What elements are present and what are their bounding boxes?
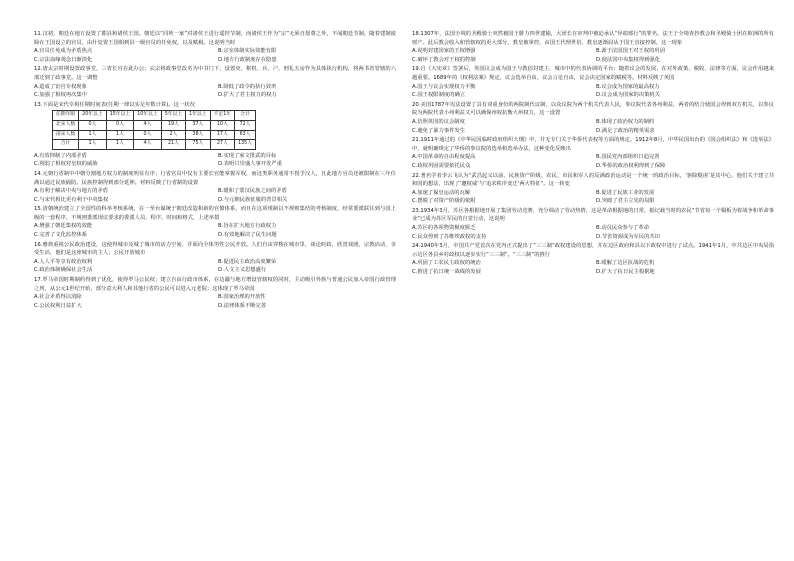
option-d: D.表明只崇盛人事开发严重 xyxy=(218,161,283,168)
option-d: D.扩大了君主权力的权力 xyxy=(218,92,277,99)
question-20 xyxy=(412,101,774,135)
option-a: A.官员任免成为矛盾焦点 xyxy=(34,48,93,55)
option-d: D.扩大了抗日民主根据地 xyxy=(596,269,655,276)
option-a: A.说明封建国家的王权增强 xyxy=(412,48,476,55)
table-cell: 4人 xyxy=(134,120,162,130)
table-cell: 0人 xyxy=(79,120,107,130)
table-row xyxy=(53,140,256,150)
option-b: B.缓解了边区抗战的危机 xyxy=(596,260,655,267)
table-cell: 北宋人数 xyxy=(53,120,79,130)
question-23 xyxy=(412,207,774,241)
option-c: C.公民权利日益扩大 xyxy=(34,302,82,309)
table-cell: 72人 xyxy=(235,120,256,130)
option-a: A.仿照英国的议会制度 xyxy=(412,118,465,125)
option-d: D.有效地解决了民生问题 xyxy=(218,232,277,239)
table-cell: 10人 xyxy=(210,120,234,130)
option-b: B.旨在扩大地方行政权力 xyxy=(218,223,277,230)
option-d: D.人文主义思想盛行 xyxy=(218,267,267,274)
table-cell: 1人 xyxy=(79,140,107,150)
option-a: A.造成了宦官专权现象 xyxy=(34,83,87,90)
option-d: D.议会成为国家的决策机关 xyxy=(596,92,661,99)
option-d: D.突破了君主立宪的局限 xyxy=(596,198,655,205)
option-a: A.社会矛盾得以消除 xyxy=(34,294,82,301)
option-d: D.法律体系不断完善 xyxy=(218,302,267,309)
option-d: D.满足了政治的精英需求 xyxy=(596,127,655,134)
table-cell: 19人 xyxy=(161,120,185,130)
option-b: B.实现了家文排武的目标 xyxy=(218,152,277,159)
question-19 xyxy=(412,65,774,99)
option-c: C.摆脱了对资产阶级的依附 xyxy=(412,198,476,205)
table-cell: 21人 xyxy=(161,140,185,150)
question-stem: 12.唐太宗时期设置政事堂，三省长官在此办公；玄宗将政事堂改名为中书门下，设置吏、枢机、兵、户、刑礼五房作为具体执行机构，将两书省管辖的六部迁到了政事堂。这一调整 xyxy=(34,66,396,81)
question-11 xyxy=(34,30,396,64)
table-cell: 63人 xyxy=(235,130,256,140)
question-stem: 13.下面是宋代宰相任期时间表(任期一律以实足年数计算)。这一状况 xyxy=(34,101,195,108)
option-c: C.破坏了教会对王权的控制 xyxy=(412,56,476,63)
table-cell: 27人 xyxy=(210,140,234,150)
option-b: B.促进了民族工业的发展 xyxy=(596,189,655,196)
option-c: C.避免了暴力事件发生 xyxy=(412,127,466,134)
question-stem: 20.美国1787年宪法设置了具有双重身份的两院制代议制，以众议院为两个机关代表人民，参议院代表各州利益，两者的结合使国会得到双方机关，以参议院为两院代表小州利益又可以确保州权抗衡大州权力，这一设置 xyxy=(412,101,774,117)
table-cell: 38人 xyxy=(186,130,210,140)
option-c: C.政权巩固需要依托民众 xyxy=(412,162,471,169)
option-a: A.加速了保皇运动的瓦解 xyxy=(412,189,471,196)
table-cell: 1人 xyxy=(106,140,134,150)
table-cell: 合计 xyxy=(53,140,79,150)
question-stem: 14.元朝行省制中中朝分割地方权力的制度明显有序；行省官员中仅有主要长官能掌握军权，而这类职务通常不授予汉人，且此地方官员还被限制在三年任满以通过民族隔防。民族控制得到部分延伸。材料反映了行省制的设置 xyxy=(34,170,396,186)
question-21 xyxy=(412,136,774,170)
question-stem: 24.1940年3月，中国共产党首次在党内正式提出了“三三制”政权建设的思想，并在边区政府和县以下政权中进行了试点。1941年1月，中共边区中央局指示边区各县乡村政权以逐步实行“三三制”。“三三制”的推行 xyxy=(412,243,774,258)
table-cell: 1人 xyxy=(106,130,134,140)
question-stem: 17.罗马帝国时期制约得到了优化，使得罗马公民权；建立自由行政市体系，在边疆与地方增设管辖权的同时，主动吸引外族与普通公民加入帝国行政管理之列，从公元1世纪开始，部分意大利人和其他行省的公民可以进入元老院；这体现了罗马帝国 xyxy=(34,277,396,292)
option-b: B.宗室体制实际效能有限 xyxy=(218,48,277,55)
table-header-cell: 15年以上 xyxy=(106,111,134,121)
option-b: B.源于法国国王对王权的巩固 xyxy=(596,48,665,55)
table-cell: 135人 xyxy=(235,140,256,150)
question-15 xyxy=(34,205,396,239)
option-c: C.政治体制确保社会生活 xyxy=(34,267,93,274)
table-cell: 37人 xyxy=(186,120,210,130)
table-header-cell: 合计 xyxy=(235,111,256,121)
option-a: A.国王与议会实现权力平衡 xyxy=(412,83,476,90)
option-d: D.使法国中央集权得到强化 xyxy=(596,56,661,63)
question-stem: 22.著名学者李云飞认为“武昌起义以前，民族资产阶级、农民、市民和军人的反满政治运动是一个统一的政治目标，‘驱除鞑虏’是其中心，他们关于建立共和国的想法，出现了‘邀权威’与‘追求秩序变迁’两大特征”。这一转变 xyxy=(412,172,774,188)
question-stem: 16.雅典重视公民政治建设，这使得城市及城了城市的活力空间，并面向全体男性公民开放。人们自由穿梭在城市里，谈论时政，欣赏戏剧，宗教活动，享受生活，他们是这座城市的主人；公民开放城市 xyxy=(34,241,396,257)
table-header-cell: 1年以上 xyxy=(186,111,210,121)
table-row xyxy=(53,120,256,130)
option-a: A.人人平等享有政治权利 xyxy=(34,258,93,265)
option-b: B.国家治理的开放性 xyxy=(218,294,266,301)
table-header-cell: 20年以上 xyxy=(79,111,107,121)
table-header-cell: 任期年限 xyxy=(53,111,79,121)
option-d: D.地方行政制度存在隐患 xyxy=(218,56,277,63)
question-18 xyxy=(412,30,774,64)
option-c: C.国王权限制度的确立 xyxy=(412,92,466,99)
option-c: C.民众得到了苏维埃政权的支持 xyxy=(412,233,487,240)
option-b: B.缓和了蒙汉民族之间的矛盾 xyxy=(218,188,287,195)
question-stem: 18.1307年，法国全境的圣殿骑士突然被国王腓力四世逮捕，大团长在审判中被迫承认“异端邪行”的罪名，法王于全境查抄教会和圣殿骑士团在欧洲的所有财产。此后教会收入和管辖权的更大部分，教皇被掌控，由国王代理世俗、教皇逐渐屈从于国王直接控制。这一现象 xyxy=(412,31,774,46)
option-a: A.有效抑制了内部矛盾 xyxy=(34,152,87,159)
table-header-cell: 不足1年 xyxy=(210,111,234,121)
option-a: A.巩固了工农民主政权的统治 xyxy=(412,260,481,267)
option-a: A.苏区的各项物资极度匮乏 xyxy=(412,225,476,232)
option-d: D.华侨的政治权利得到了保障 xyxy=(596,162,666,169)
table-cell: 南宋人数 xyxy=(53,130,79,140)
right-column xyxy=(412,30,774,278)
option-a: A.增强了朝廷集权的效能 xyxy=(34,223,93,230)
question-13 xyxy=(34,101,396,169)
prime-minister-tenure-table xyxy=(52,110,256,149)
question-16 xyxy=(34,241,396,275)
option-b: B.促进民主政治高度繁荣 xyxy=(218,258,277,265)
table-header-cell: 5年以上 xyxy=(161,111,185,121)
table-header-cell: 10年以上 xyxy=(134,111,162,121)
option-a: A.中国革命的自由程度提高 xyxy=(412,154,476,161)
table-cell: 75人 xyxy=(186,140,210,150)
option-d: D.节省资源成为军民的共识 xyxy=(596,233,661,240)
question-17 xyxy=(34,276,396,310)
left-column xyxy=(34,30,396,311)
table-header-row xyxy=(53,111,256,121)
option-b: B.议会成为国家的最高权力 xyxy=(596,83,660,90)
option-d: D.与元朝民族征服的背景相关 xyxy=(218,196,288,203)
table-cell: 2人 xyxy=(161,130,185,140)
question-24 xyxy=(412,242,774,276)
table-cell: 4人 xyxy=(134,140,162,150)
option-b: B.动员民众参与了革命 xyxy=(596,225,649,232)
question-stem: 19.自《大宪章》签署后，英国议会成为国王与教俗封建主、城市中的代表协调的平台；随着议会的发展，在对外政策、税收、法律等方面，议会作用越来越重要。1689年的《权利法案》规定，议会选举自由，议会言论自由，议会决定国家的赋税等。材料反映了英国 xyxy=(412,66,774,81)
question-stem: 23.1934年3月，苏区各根据地开展了集团劳动竞赛，充分调动了劳动热情，这是革命根据地的日常，据记载当时的农民“节省每一个铜板为着战争和革命事业”已成为苏区军民的自觉行动，这说明 xyxy=(412,207,774,223)
option-c: C.削弱了相权对皇权的威胁 xyxy=(34,161,98,168)
question-stem: 15.清朝统治建立了全国性的科举考核系统，在一至台谋统于朝廷改造和新的官僚体系，而且在这项规制以不规则集结的考核制度，经常委派联任到与国上级的一套程序，不规则委派现议要求的委派人员、程序、时间和格式，上述举措 xyxy=(34,206,396,221)
option-c: C.宗法血缘观念日渐淡化 xyxy=(34,56,93,63)
option-c: C.完善了文化监控体系 xyxy=(34,232,88,239)
question-14 xyxy=(34,170,396,204)
table-row xyxy=(53,130,256,140)
option-c: C.与宋代相比更有利于中央集权 xyxy=(34,196,109,203)
option-c: C.加强了相权再次集中 xyxy=(34,92,88,99)
question-stem: 11.汉初，朝廷在地方设置了郡县和诸侯王国。朝廷以“同姓一家”对诸侯王进行遥控节制，而诸侯王作为“宗”无须自愿尊之外，不闻朝廷节制，随着建制废除在王国设立的官员，由什处置王国相到县一级官员的任免权，以及赋税。这说明当时 xyxy=(34,31,396,46)
option-b: B.体现了政治权力的制约 xyxy=(596,118,655,125)
option-c: C.推进了抗日统一战线的发展 xyxy=(412,269,481,276)
option-b: B.国民党内部组织日趋完善 xyxy=(596,154,660,161)
question-22 xyxy=(412,172,774,206)
table-cell: 1人 xyxy=(79,130,107,140)
question-12 xyxy=(34,65,396,99)
table-cell: 0人 xyxy=(106,120,134,130)
question-stem: 21.1911年通过的《中华民国临时政府组织大纲》中，并无专门关于华侨代表权等方面的规定。1912年8月，中华民国出台的《国会组织法》和《选举法》中，就明确规定了华侨的参议院的选举和选举办法，这种变化反映出 xyxy=(412,137,774,152)
option-a: A.有利于解决中央与地方的矛盾 xyxy=(34,188,109,195)
table-cell: 0人 xyxy=(134,130,162,140)
option-b: B.降低了政令的执行效率 xyxy=(218,83,277,90)
table-cell: 17人 xyxy=(210,130,234,140)
